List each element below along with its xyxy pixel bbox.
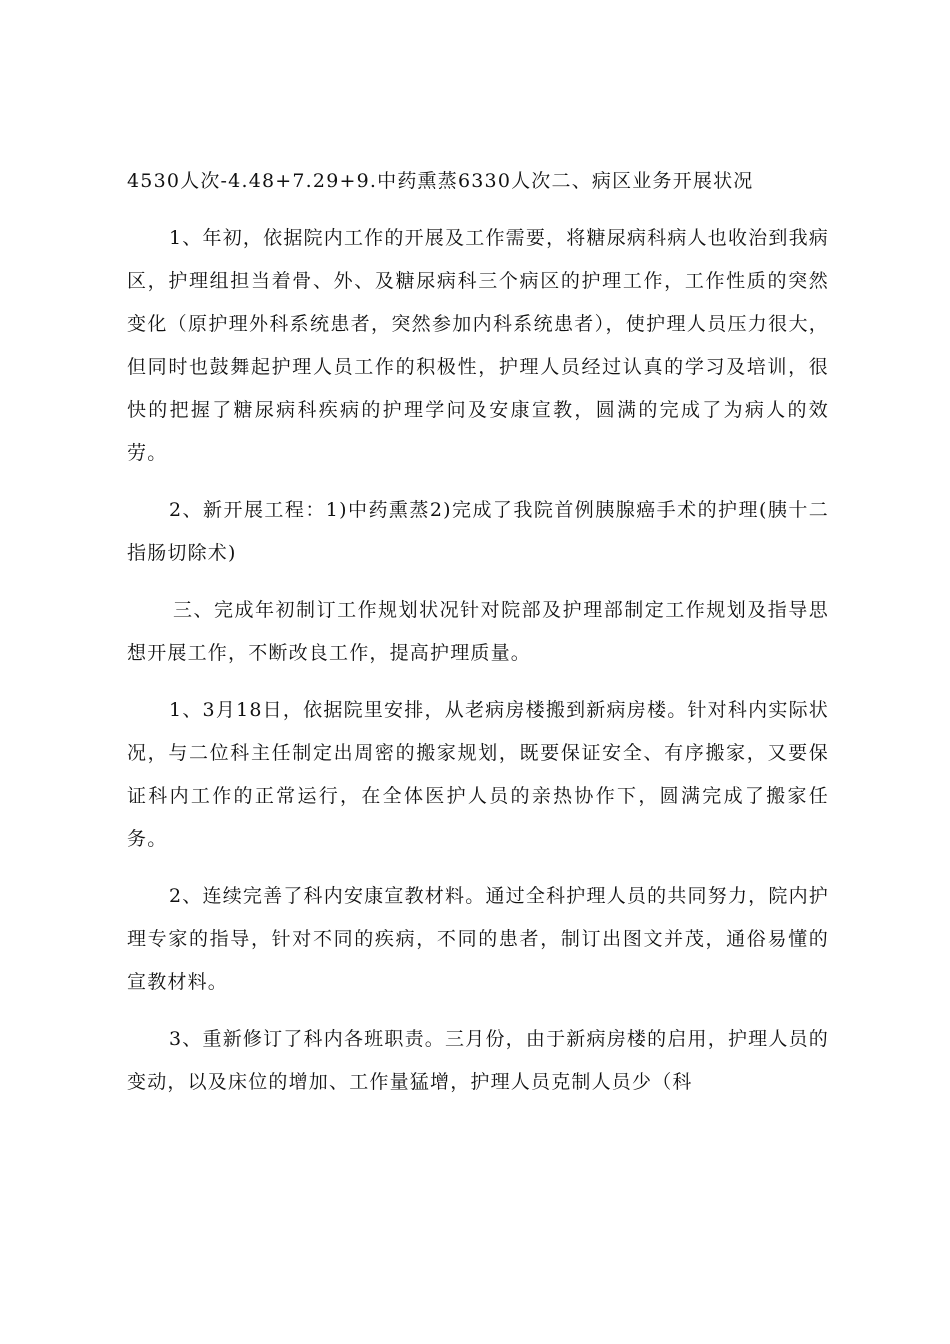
paragraph-diabetes-ward: 1、年初，依据院内工作的开展及工作需要，将糖尿病科病人也收治到我病区，护理组担当着骨、外、及糖尿病科三个病区的护理工作，工作性质的突然变化（原护理外科系统患者，突然参加内科系统患者），使护理人员压力很大，但同时也鼓舞起护理人员工作的积极性，护理人员经过认真的学习及培训，很快的把握了糖尿病科疾病的护理学问及安康宣教，圆满的完成了为病人的效劳。 bbox=[127, 227, 829, 464]
paragraph-summary-stats: 4530人次-4.48+7.29+9.中药熏蒸6330人次二、病区业务开展状况 bbox=[127, 170, 754, 192]
paragraph-section-three: 三、完成年初制订工作规划状况针对院部及护理部制定工作规划及指导思想开展工作，不断改良工作，提高护理质量。 bbox=[127, 599, 829, 664]
document-body bbox=[127, 160, 829, 1104]
paragraph-health-education: 2、连续完善了科内安康宣教材料。通过全科护理人员的共同努力，院内护理专家的指导，针对不同的疾病，不同的患者，制订出图文并茂，通俗易懂的宣教材料。 bbox=[127, 885, 829, 993]
paragraph-move-buildings: 1、3月18日，依据院里安排，从老病房楼搬到新病房楼。针对科内实际状况，与二位科主任制定出周密的搬家规划，既要保证安全、有序搬家，又要保证科内工作的正常运行，在全体医护人员的亲热协作下，圆满完成了搬家任务。 bbox=[127, 699, 829, 850]
paragraph-duty-revision: 3、重新修订了科内各班职责。三月份，由于新病房楼的启用，护理人员的变动，以及床位的增加、工作量猛增，护理人员克制人员少（科 bbox=[127, 1028, 829, 1093]
paragraph-new-projects: 2、新开展工程：1)中药熏蒸2)完成了我院首例胰腺癌手术的护理(胰十二指肠切除术) bbox=[127, 499, 829, 564]
